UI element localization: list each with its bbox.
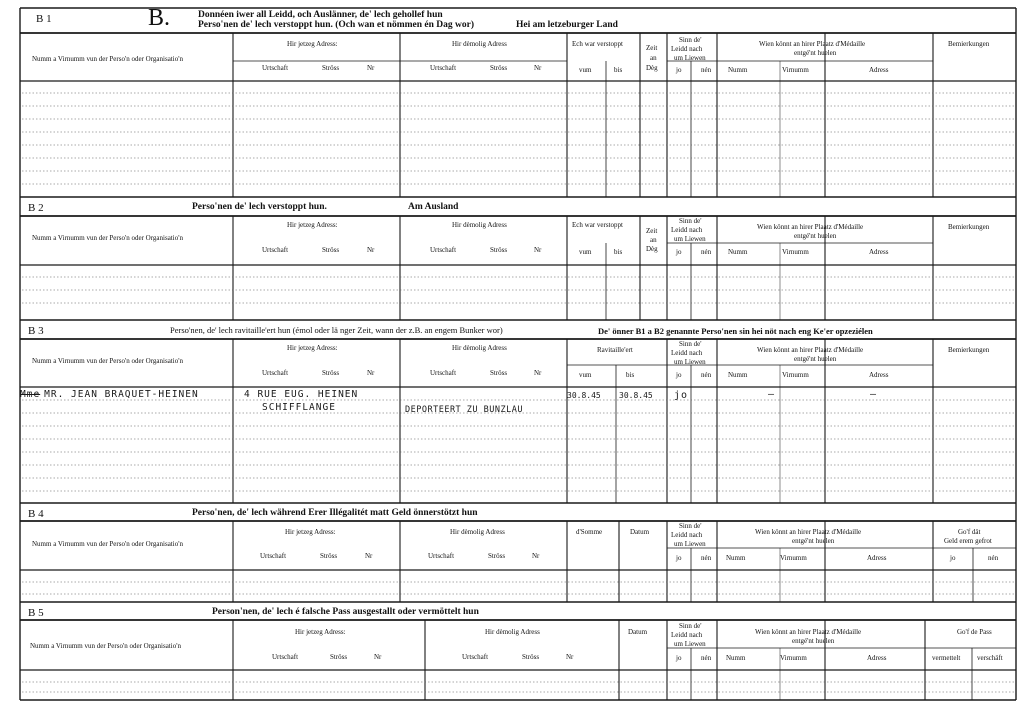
header-alive-2: Leidd nach	[671, 349, 703, 357]
header-street: Ströss	[322, 369, 340, 377]
header-yes: jo	[676, 66, 682, 74]
header-number: Nr	[374, 653, 382, 661]
header-alive-3: um Liewen	[674, 358, 706, 366]
header-number: Nr	[534, 246, 542, 254]
header-medal-name: Numm	[728, 248, 748, 256]
header-locality: Urtschaft	[430, 64, 457, 72]
header-street: Ströss	[322, 64, 340, 72]
header-medal-1: Wien könnt an hirer Plaatz d'Médaille	[755, 528, 862, 536]
header-current-address: Hir jetzeg Adress:	[287, 221, 338, 229]
header-medal-1: Wien könnt an hirer Plaatz d'Médaille	[757, 346, 864, 354]
header-days-1: Zeit	[646, 44, 658, 52]
header-alive-3: um Liewen	[674, 540, 706, 548]
header-money-requested-1: Go'f dät	[958, 528, 981, 536]
header-street: Ströss	[522, 653, 540, 661]
entry-current-address-2: SCHIFFLANGE	[262, 402, 336, 413]
header-street: Ströss	[490, 369, 508, 377]
header-hidden: Ech war verstoppt	[572, 221, 623, 229]
header-days-2: an	[650, 54, 657, 62]
header-remarks: Bemierkungen	[948, 40, 990, 48]
header-former-address: Hir dèmolig Adress	[485, 628, 540, 636]
section-b4-code: B 4	[28, 508, 44, 520]
header-days-1: Zeit	[646, 227, 658, 235]
header-name: Numm a Virnumm vun der Perso'n oder Organisatio'n	[32, 234, 183, 242]
header-medal-2: entgé'nt huelen	[794, 355, 837, 363]
header-medal-name: Numm	[726, 554, 746, 562]
header-street: Ströss	[488, 552, 506, 560]
entry-medal-dash-1: —	[768, 389, 776, 400]
section-b2-location: Am Ausland	[408, 202, 459, 212]
header-locality: Urtschaft	[262, 369, 289, 377]
header-locality: Urtschaft	[260, 552, 287, 560]
header-no: nén	[701, 554, 712, 562]
header-current-address: Hir jetzeg Adress:	[287, 344, 338, 352]
header-alive-3: um Liewen	[674, 54, 706, 62]
header-medal-1: Wien könnt an hirer Plaatz d'Médaille	[755, 628, 862, 636]
entry-name-text: MR. JEAN BRAQUET-HEINEN	[44, 389, 199, 400]
section-b5-title: Person'nen, de' lech é falsche Pass ausgestallt oder vermöttelt hun	[212, 607, 479, 617]
header-number: Nr	[566, 653, 574, 661]
header-medal-2: entgé'nt huelen	[794, 232, 837, 240]
entry-former-address: DEPORTEERT ZU BUNZLAU	[405, 405, 523, 415]
header-former-address: Hir dèmolig Adress	[452, 344, 507, 352]
header-name: Numm a Virnumm vun der Perso'n oder Organisatio'n	[32, 357, 183, 365]
header-number: Nr	[367, 369, 375, 377]
section-b1-location: Hei am letzeburger Land	[516, 20, 618, 30]
header-medal-address: Adress	[869, 248, 889, 256]
header-current-address: Hir jetzeg Adress:	[285, 528, 336, 536]
entry-alive-yes: jo	[674, 390, 689, 401]
header-alive-3: um Liewen	[674, 235, 706, 243]
header-medal-address: Adress	[867, 554, 887, 562]
header-alive-1: Sinn de'	[679, 36, 702, 44]
header-medal-address: Adress	[869, 66, 889, 74]
header-street: Ströss	[322, 246, 340, 254]
header-alive-1: Sinn de'	[679, 522, 702, 530]
section-b1-code: B 1	[36, 13, 52, 25]
header-medal-firstname: Virnumm	[782, 248, 809, 256]
header-alive-1: Sinn de'	[679, 622, 702, 630]
header-number: Nr	[367, 64, 375, 72]
section-b4-title: Perso'nen, de' lech während Erer Illégalitét matt Geld önnerstötzt hun	[192, 508, 478, 518]
header-medal-name: Numm	[728, 371, 748, 379]
header-number: Nr	[534, 64, 542, 72]
header-medal-name: Numm	[728, 66, 748, 74]
section-b3-note: De' önner B1 a B2 genannte Perso'nen sin hei nöt nach eng Ke'er opzeziélen	[598, 326, 873, 336]
header-no: nén	[701, 654, 712, 662]
header-medal-2: entgé'nt huelen	[792, 537, 835, 545]
header-medal-2: entgé'nt huelen	[794, 49, 837, 57]
header-locality: Urtschaft	[430, 246, 457, 254]
entry-name	[20, 390, 199, 400]
entry-medal-dash-2: —	[870, 389, 878, 400]
header-alive-2: Leidd nach	[671, 45, 703, 53]
section-b3-title: Perso'nen, de' lech ravitaille'ert hun (émol oder lä nger Zeit, wann der z.B. an engem Bunker wor)	[170, 325, 503, 335]
header-locality: Urtschaft	[262, 64, 289, 72]
section-b-letter: B.	[148, 5, 171, 31]
header-alive-2: Leidd nach	[671, 531, 703, 539]
section-b1-subtitle: Perso'nen de' lech verstoppt hun. (Och wan et nömmen én Dag wor)	[198, 20, 475, 30]
header-hidden: Ech war verstoppt	[572, 40, 623, 48]
header-days-2: an	[650, 236, 657, 244]
header-days-3: Dèg	[646, 245, 658, 253]
header-locality: Urtschaft	[428, 552, 455, 560]
header-medal-firstname: Virnumm	[780, 654, 807, 662]
header-alive-2: Leidd nach	[671, 226, 703, 234]
header-pass-issued: vermettelt	[932, 654, 961, 662]
header-current-address: Hir jetzeg Adress:	[287, 40, 338, 48]
header-current-address: Hir jetzeg Adress:	[295, 628, 346, 636]
header-former-address: Hir dèmolig Adress	[452, 221, 507, 229]
entry-name-struck: Mme	[20, 389, 41, 400]
header-remarks: Bemierkungen	[948, 346, 990, 354]
header-from: vum	[579, 248, 592, 256]
header-yes: jo	[676, 371, 682, 379]
header-street: Ströss	[330, 653, 348, 661]
section-b3-code: B 3	[28, 325, 44, 337]
header-to: bis	[626, 371, 635, 379]
header-money-requested-2: Geld erem gefrot	[944, 537, 992, 545]
header-pass: Go'f de Pass	[957, 628, 992, 636]
header-medal-1: Wien könnt an hirer Plaatz d'Médaille	[759, 40, 866, 48]
header-from: vum	[579, 66, 592, 74]
header-medal-firstname: Virnumm	[780, 554, 807, 562]
header-no: nén	[701, 248, 712, 256]
header-medal-name: Numm	[726, 654, 746, 662]
header-yes: jo	[676, 654, 682, 662]
header-medal-address: Adress	[867, 654, 887, 662]
header-medal-firstname: Virnumm	[782, 66, 809, 74]
header-money-no: nén	[988, 554, 999, 562]
entry-to-date: 30.8.45	[619, 391, 653, 400]
header-medal-address: Adress	[869, 371, 889, 379]
header-medal-2: entgé'nt huelen	[792, 637, 835, 645]
header-to: bis	[614, 248, 623, 256]
header-number: Nr	[367, 246, 375, 254]
header-sum: d'Somme	[576, 528, 603, 536]
header-no: nén	[701, 66, 712, 74]
section-b1-title: Donnéen iwer all Leidd, och Auslänner, de' lech gehollef hun	[198, 10, 443, 20]
entry-current-address-1: 4 RUE EUG. HEINEN	[244, 389, 359, 400]
header-locality: Urtschaft	[462, 653, 489, 661]
header-street: Ströss	[320, 552, 338, 560]
header-former-address: Hir dèmolig Adress	[450, 528, 505, 536]
entry-from-date: 30.8.45	[567, 391, 601, 400]
section-b2-title: Perso'nen de' lech verstoppt hun.	[192, 202, 327, 212]
header-alive-1: Sinn de'	[679, 340, 702, 348]
header-from: vum	[579, 371, 592, 379]
section-b2-code: B 2	[28, 202, 44, 214]
header-name: Numm a Virnumm vun der Perso'n oder Organisatio'n	[32, 55, 183, 63]
header-yes: jo	[676, 554, 682, 562]
header-locality: Urtschaft	[272, 653, 299, 661]
header-yes: jo	[676, 248, 682, 256]
header-number: Nr	[534, 369, 542, 377]
header-number: Nr	[365, 552, 373, 560]
header-street: Ströss	[490, 246, 508, 254]
header-medal-1: Wien könnt an hirer Plaatz d'Médaille	[757, 223, 864, 231]
header-days-3: Dèg	[646, 64, 658, 72]
section-b5-code: B 5	[28, 607, 44, 619]
header-ravitaillert: Ravitaille'ert	[597, 346, 633, 354]
header-name: Numm a Virnumm vun der Perso'n oder Organisatio'n	[32, 540, 183, 548]
header-date: Datum	[630, 528, 650, 536]
header-locality: Urtschaft	[430, 369, 457, 377]
header-number: Nr	[532, 552, 540, 560]
header-alive-2: Leidd nach	[671, 631, 703, 639]
header-to: bis	[614, 66, 623, 74]
header-locality: Urtschaft	[262, 246, 289, 254]
header-alive-1: Sinn de'	[679, 217, 702, 225]
header-alive-3: um Liewen	[674, 640, 706, 648]
header-no: nén	[701, 371, 712, 379]
header-medal-firstname: Virnumm	[782, 371, 809, 379]
header-money-yes: jo	[950, 554, 956, 562]
header-date: Datum	[628, 628, 648, 636]
header-street: Ströss	[490, 64, 508, 72]
header-pass-procured: verschäft	[977, 654, 1003, 662]
header-name: Numm a Virnumm vun der Perso'n oder Organisatio'n	[30, 642, 181, 650]
header-former-address: Hir dèmolig Adress	[452, 40, 507, 48]
header-remarks: Bemierkungen	[948, 223, 990, 231]
